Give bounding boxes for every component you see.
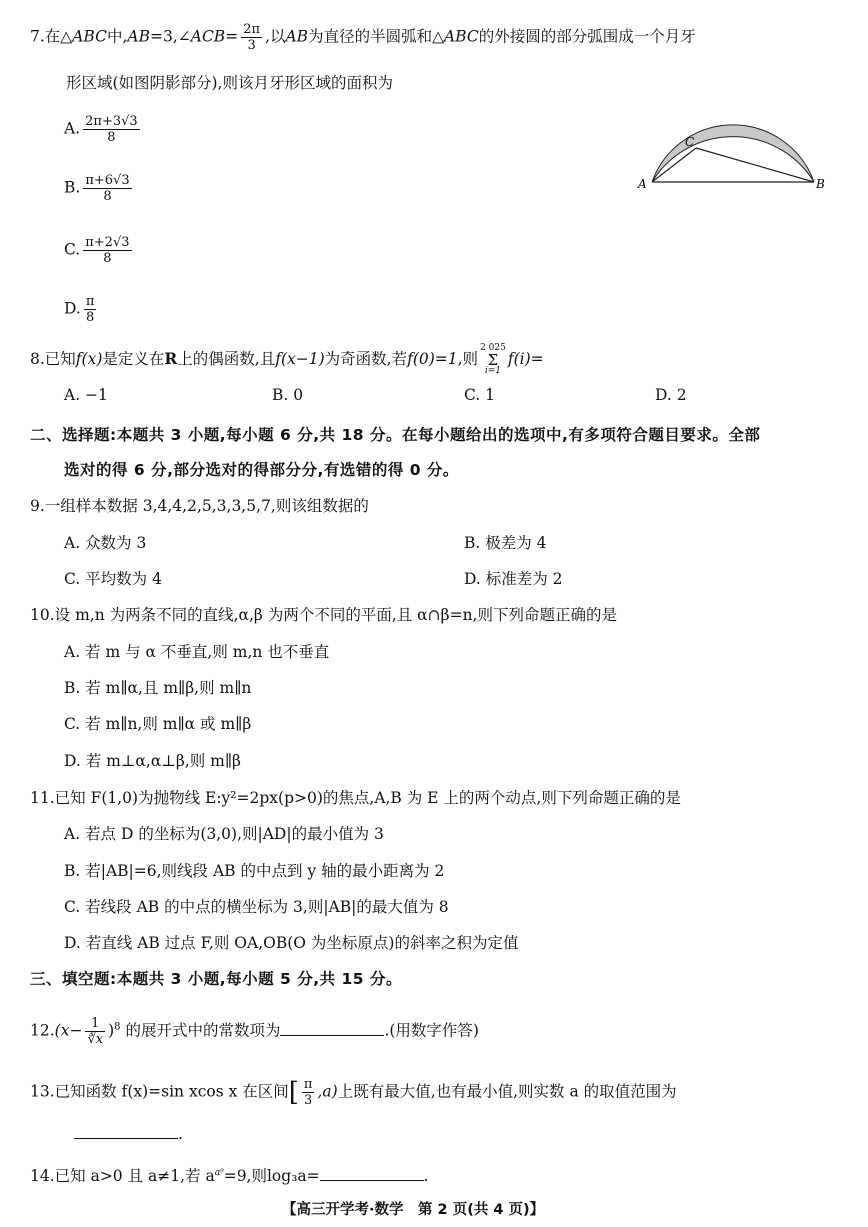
- crescent-figure: [636, 96, 832, 196]
- q7-ab: AB: [285, 27, 309, 46]
- q7-text: 为直径的半圆弧和△: [308, 27, 444, 46]
- q7-text: 中,: [106, 27, 128, 46]
- crescent-shaded-region: [652, 125, 814, 182]
- q13-answer-blank[interactable]: [74, 1122, 178, 1139]
- summation: 2 025 Σ i=1: [480, 343, 506, 376]
- q7-line2: 形区域(如图阴影部分),则该月牙形区域的面积为: [66, 74, 394, 92]
- q7-option-b: B. $\frac{\pi+6√3}{8}$: [64, 173, 130, 204]
- q13-stem: 13.已知函数 f(x)=sin xcos x 在区间[ $\frac{\pi}{3}$ ,a)上既有最大值,也有最小值,则实数 a 的取值范围为: [30, 1077, 677, 1108]
- q14-stem: 14.已知 a>0 且 a≠1,若 $a^{a^9}=9$,则log₃a= .: [30, 1162, 429, 1187]
- q7-option-a: A. $\frac{2\pi+3√3}{8}$: [64, 114, 138, 145]
- q10-option-d: D. 若 m⊥α,α⊥β,则 m∥β: [64, 752, 242, 770]
- q8-option-d: D. 2: [655, 386, 687, 404]
- label-a: A: [638, 177, 647, 191]
- q9-stem: 9.一组样本数据 3,4,4,2,5,3,3,5,7,则该组数据的: [30, 497, 369, 515]
- q9-option-d: D. 标准差为 2: [464, 570, 563, 588]
- q10-option-c: C. 若 m∥n,则 m∥α 或 m∥β: [64, 715, 252, 733]
- q7-acb: ACB: [190, 27, 226, 46]
- q12-answer-blank[interactable]: [280, 1019, 384, 1036]
- q11-option-d: D. 若直线 AB 过点 F,则 OA,OB(O 为坐标原点)的斜率之积为定值: [64, 934, 519, 952]
- q7-option-c: C. $\frac{\pi+2√3}{8}$: [64, 235, 130, 266]
- q11-stem: 11.已知 F(1,0)为抛物线 E:y²=2px(p>0)的焦点,A,B 为 E 上的两个动点,则下列命题正确的是: [30, 789, 681, 807]
- q9-option-b: B. 极差为 4: [464, 534, 547, 552]
- q7-fraction: $\frac{2\pi}{3}$: [243, 22, 261, 53]
- q7-text: 的外接圆的部分弧围成一个月牙: [478, 27, 696, 46]
- q13-answer-line: .: [74, 1122, 183, 1145]
- q8-option-c: C. 1: [464, 386, 496, 404]
- q7-abc: ABC: [72, 27, 107, 46]
- q14-answer-blank[interactable]: [320, 1164, 424, 1181]
- label-b: B: [816, 177, 825, 191]
- page-footer: 【高三开学考·数学 第 2 页(共 4 页)】: [282, 1202, 545, 1218]
- q10-option-b: B. 若 m∥α,且 m∥β,则 m∥n: [64, 679, 252, 697]
- q11-option-c: C. 若线段 AB 的中点的横坐标为 3,则|AB|的最大值为 8: [64, 898, 449, 916]
- q12-stem: 12.(x− $\frac{1}{∛x}$ )$^8$ 的展开式中的常数项为 .(用数字作答): [30, 1016, 479, 1047]
- section2-heading-cont: 选对的得 6 分,部分选对的得部分分,有选错的得 0 分。: [64, 461, 459, 479]
- q11-option-b: B. 若|AB|=6,则线段 AB 的中点到 y 轴的最小距离为 2: [64, 862, 445, 880]
- q8-option-a: A. −1: [64, 386, 108, 404]
- q10-option-a: A. 若 m 与 α 不垂直,则 m,n 也不垂直: [64, 643, 330, 661]
- q9-option-c: C. 平均数为 4: [64, 570, 162, 588]
- section2-heading: 二、选择题:本题共 3 小题,每小题 6 分,共 18 分。在每小题给出的选项中,有多项符合题目要求。全部: [30, 426, 761, 444]
- section3-heading: 三、填空题:本题共 3 小题,每小题 5 分,共 15 分。: [30, 970, 402, 988]
- q7-option-d: D. $\frac{\pi}{8}$: [64, 294, 95, 325]
- label-c: C: [685, 135, 695, 149]
- q7-ab: AB: [127, 27, 150, 46]
- q11-option-a: A. 若点 D 的坐标为(3,0),则|AD|的最小值为 3: [64, 825, 384, 843]
- q7-text: ,以: [265, 27, 286, 46]
- q8-option-b: B. 0: [272, 386, 304, 404]
- q7-abc: ABC: [443, 27, 479, 46]
- q8-stem: 8.已知f(x)是定义在R上的偶函数,且f(x−1)为奇函数,若f(0)=1,则2 025 Σ i=1f(i)=: [30, 343, 544, 376]
- q7-text: =3,∠: [149, 27, 191, 46]
- q7-line1: [30, 22, 696, 53]
- q7-text: 7.在△: [30, 27, 73, 46]
- q7-text: =: [225, 27, 239, 46]
- q9-option-a: A. 众数为 3: [64, 534, 147, 552]
- q10-stem: 10.设 m,n 为两条不同的直线,α,β 为两个不同的平面,且 α∩β=n,则下列命题正确的是: [30, 606, 617, 624]
